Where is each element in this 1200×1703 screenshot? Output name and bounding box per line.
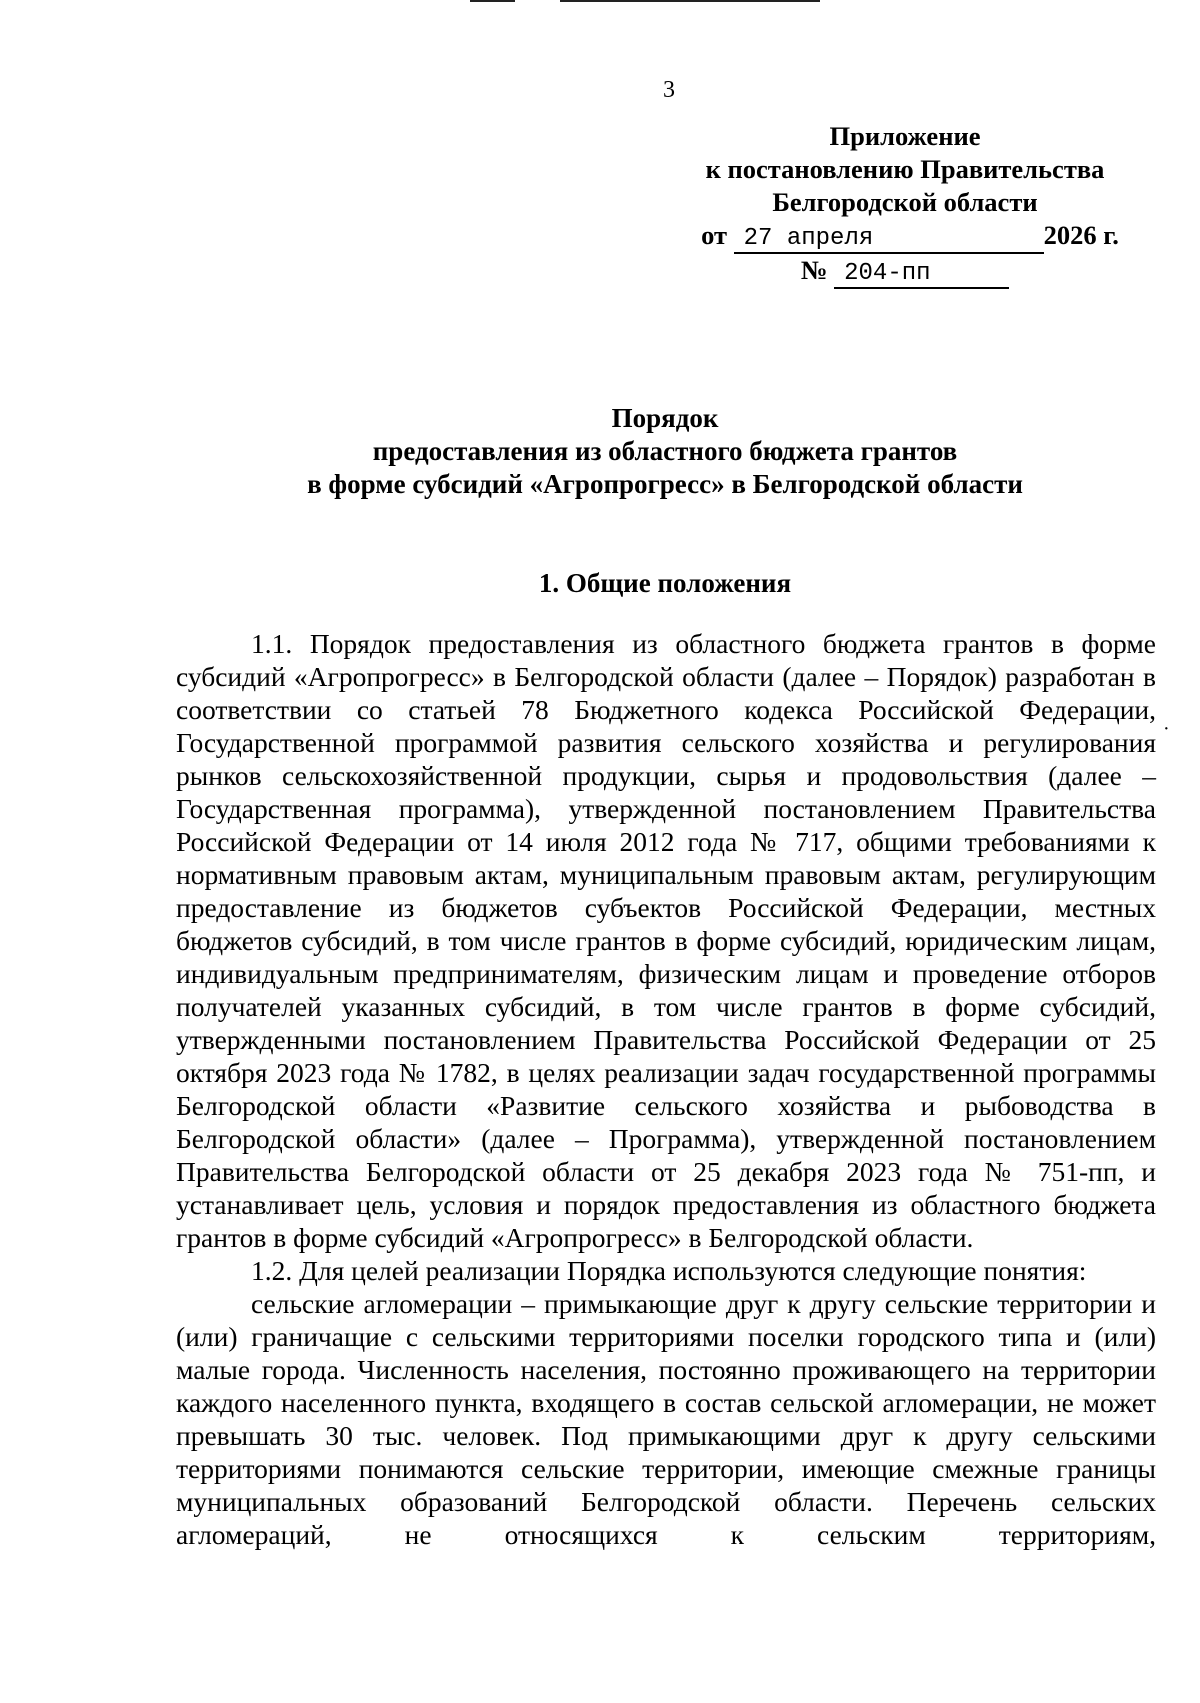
appendix-line-2: к постановлению Правительства — [705, 154, 1105, 184]
margin-mark: · — [1163, 718, 1170, 740]
scan-artifact-line — [560, 0, 820, 2]
title-line-3: в форме субсидий «Агропрогресс» в Белгородской области — [307, 469, 1023, 499]
appendix-line-3: Белгородской области — [772, 187, 1038, 217]
number-field: 204-пп — [834, 261, 1009, 289]
appendix-number-row — [680, 254, 1130, 289]
scan-artifact-line — [470, 0, 515, 2]
section-body — [176, 627, 1156, 1551]
page-number: 3 — [663, 77, 675, 103]
date-prefix: от — [701, 220, 727, 250]
date-field: 27 апреля — [734, 226, 1044, 254]
number-prefix: № — [800, 255, 828, 285]
paragraph-1-2: 1.2. Для целей реализации Порядка используются следующие понятия: — [251, 1255, 1087, 1286]
paragraph-1-1: 1.1. Порядок предоставления из областного бюджета грантов в форме субсидий «Агропрогресс» в Белгородской области (далее – Порядок) разработан в соответствии со статьей 78 Бюджетного кодекса Российской Федерации, Государственной программой развития сельского хозяйства и регулирования рынков сельскохозяйственной продукции, сырья и продовольствия (далее – Государственная программа), утвержденной постановлением Правительства Российской Федерации от 14 июля 2012 года № 717, общими требованиями к нормативным правовым актам, муниципальным правовым актам, регулирующим предоставление из бюджетов субъектов Российской Федерации, местных бюджетов субсидий, в том числе грантов в форме субсидий, юридическим лицам, индивидуальным предпринимателям, физическим лицам и проведение отборов получателей указанных субсидий, в том числе грантов в форме субсидий, утвержденными постановлением Правительства Российской Федерации от 25 октября 2023 года № 1782, в целях реализации задач государственной программы Белгородской области «Развитие сельского хозяйства и рыбоводства в Белгородской области» (далее – Программа), утвержденной постановлением Правительства Белгородской области от 25 декабря 2023 года № 751-пп, и устанавливает цель, условия и порядок предоставления из областного бюджета грантов в форме субсидий «Агропрогресс» в Белгородской области. — [176, 628, 1156, 1253]
appendix-date-row — [690, 219, 1130, 254]
date-suffix: 2026 г. — [1043, 220, 1119, 250]
section-heading: 1. Общие положения — [538, 568, 792, 598]
appendix-block — [680, 120, 1130, 289]
paragraph-agglomerations: сельские агломерации – примыкающие друг к другу сельские территории и (или) граничащие с сельскими территориями поселки городского типа и (или) малые города. Численность населения, постоянно проживающего на территории каждого населенного пункта, входящего в состав сельской агломерации, не может превышать 30 тыс. человек. Под примыкающими друг к другу сельскими территориями понимаются сельские территории, имеющие смежные границы муниципальных образований Белгородской области. Перечень сельских агломераций, не относящихся к сельским территориям, — [176, 1288, 1156, 1550]
title-line-2: предоставления из областного бюджета грантов — [372, 436, 958, 466]
title-line-1: Порядок — [611, 403, 719, 433]
appendix-title: Приложение — [829, 121, 981, 151]
document-title — [160, 402, 1170, 501]
